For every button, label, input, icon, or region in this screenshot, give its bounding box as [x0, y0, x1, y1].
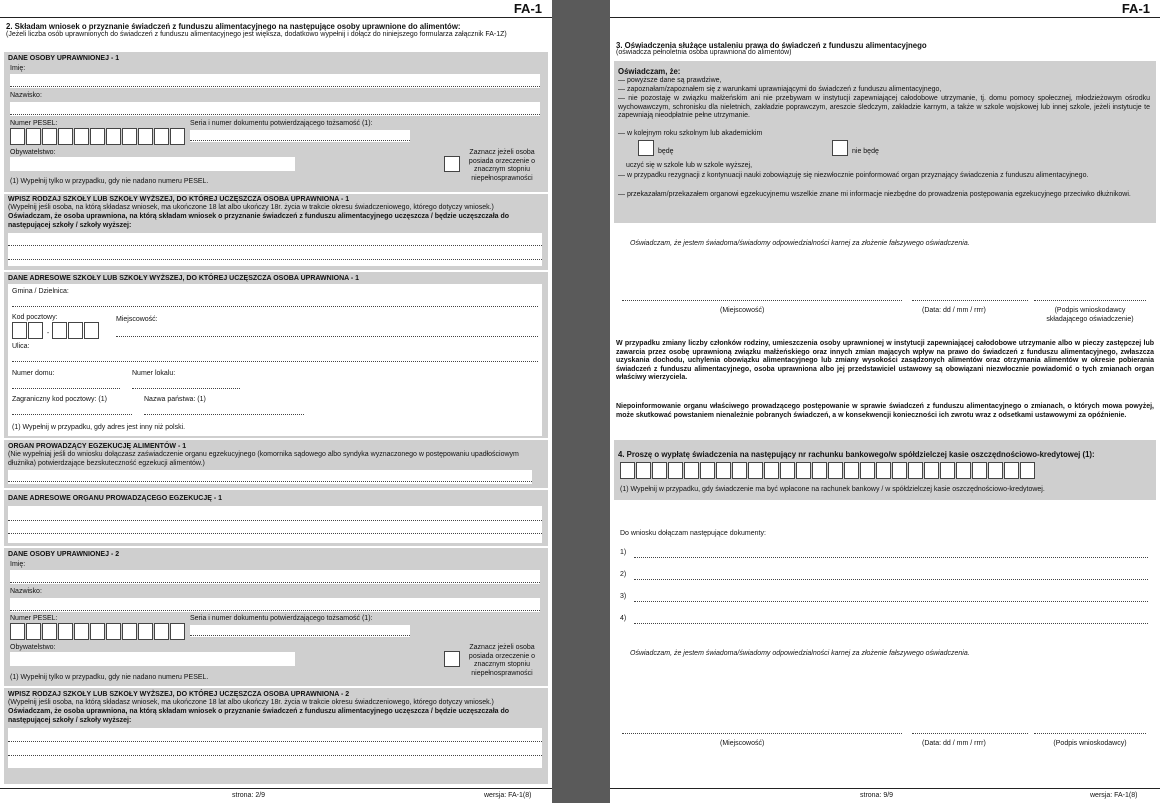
date-field-2[interactable]	[912, 733, 1028, 734]
declaration-enforcement-info: — przekazałam/przekazałem organowi egzekucyjnemu wszelkie znane mi informacje niezbędne do prowadzenia postępowania egzekucyjnego przeciwko dłużnikowi.	[618, 191, 1131, 198]
non-notification-notice: Niepoinformowanie organu właściwego prowadzącego postępowanie w sprawie świadczeń z funduszu alimentacyjnego o zmianach, o których mowa powyżej, może skutkować powstaniem nienależnie pobranych świadczeń, a w konsekwencji konieczności ich zwrotu wraz z odsetkami ustawowymi za opóźnienie.	[616, 403, 1154, 419]
page-footer	[610, 788, 1160, 803]
pesel-field[interactable]	[10, 128, 186, 146]
school-1-title: WPISZ RODZAJ SZKOŁY LUB SZKOŁY WYŻSZEJ, DO KTÓREJ UCZĘSZCZA OSOBA UPRAWNIONA - 1	[8, 196, 350, 203]
school-1-note: (Wypełnij jeśli osoba, na którą składasz wniosek, ma ukończone 18 lat albo ukończy 18r. życia w trakcie okresu świadczeniowego, którego dotyczy wniosek.)	[8, 204, 494, 211]
attachment-3-number: 3)	[620, 593, 627, 600]
will-not-study-label: nie będę	[852, 148, 879, 155]
p2-last-name-field[interactable]	[10, 598, 540, 612]
disability-checkbox[interactable]	[444, 156, 460, 172]
id-document-field[interactable]	[190, 130, 410, 142]
false-statement-declaration-2: Oświadczam, że jestem świadoma/świadomy odpowiedzialności karnej za złożenie fałszywego oświadczenia.	[630, 650, 970, 657]
section-2-note: (Jeżeli liczba osób uprawnionych do świadczeń z funduszu alimentacyjnego jest większa, dodatkowo wypełnij i dołącz do niniejszego formularza załącznik FA-1Z)	[6, 31, 507, 38]
declaration-true-data: — powyższe dane są prawdziwe,	[618, 77, 722, 84]
postal-code-label: Kod pocztowy:	[12, 314, 58, 321]
p2-pesel-label: Numer PESEL:	[10, 615, 58, 622]
p2-id-document-field[interactable]	[190, 625, 410, 637]
p2-first-name-label: Imię:	[10, 561, 26, 568]
school-1-block	[4, 194, 548, 270]
school-1-declaration: Oświadczam, że osoba uprawniona, na którą składam wniosek o przyznanie świadczeń z funduszu alimentacyjnego uczęszcza / będzie uczęszczała do następującej szkoły / szkoły wyższej:	[8, 213, 510, 229]
place-caption-1: (Miejscowość)	[720, 307, 765, 314]
citizenship-label: Obywatelstwo:	[10, 149, 56, 156]
declaration-study: uczyć się w szkole lub w szkole wyższej,	[626, 162, 753, 169]
attachment-2-field[interactable]	[634, 579, 1148, 580]
form-page-2	[0, 0, 552, 803]
school-2-title: WPISZ RODZAJ SZKOŁY LUB SZKOŁY WYŻSZEJ, DO KTÓREJ UCZĘSZCZA OSOBA UPRAWNIONA - 2	[8, 691, 350, 698]
citizenship-field[interactable]	[10, 157, 295, 171]
p2-pesel-field[interactable]	[10, 623, 186, 641]
form-code: FA-1	[1121, 1, 1150, 16]
p2-pesel-note: (1) Wypełnij tylko w przypadku, gdy nie nadano numeru PESEL.	[10, 674, 209, 681]
will-study-checkbox[interactable]	[638, 140, 654, 156]
declaration-next-year: — w kolejnym roku szkolnym lub akademickim	[618, 130, 763, 137]
first-name-field[interactable]	[10, 74, 540, 88]
bank-account-field[interactable]	[620, 462, 1036, 480]
changes-notice: W przypadku zmiany liczby członków rodziny, umieszczenia osoby uprawnionej w instytucji zapewniającej całodobowe utrzymanie albo w pieczy zastępczej lub zawarcia przez osobę uprawnioną związku małżeńskiego oraz innych zmian mających wpływ na prawo do świadczeń z funduszu alimentacyjnego, zwłaszcza uzyskania dochodu, uchylenia obowiązku alimentacyjnego lub zmiany wysokości zasądzonych alimentów oraz otrzymania alimentów w okresie pobierania świadczeń z funduszu alimentacyjnego, osoba uprawniona albo jej przedstawiciel ustawowy są obowiązani niezwłocznie powiadomić o tych zmianach organ właściwy wierzyciela.	[616, 340, 1154, 381]
street-field[interactable]	[12, 361, 538, 362]
foreign-postal-label: Zagraniczny kod pocztowy: (1)	[12, 396, 107, 403]
date-caption-1: (Data: dd / mm / rrrr)	[922, 307, 986, 314]
first-name-label: Imię:	[10, 65, 26, 72]
enforcement-organ-field[interactable]	[8, 470, 532, 484]
flat-number-label: Numer lokalu:	[132, 370, 176, 377]
disability-label: Zaznacz jeżeli osoba posiada orzeczenie o znacznym stopniu niepełnosprawności	[468, 149, 536, 182]
address-note: (1) Wypełnij w przypadku, gdy adres jest inny niż polski.	[12, 424, 186, 431]
p2-id-document-label: Seria i numer dokumentu potwierdzającego tożsamość (1):	[190, 615, 373, 622]
school-address-fields	[8, 284, 542, 436]
last-name-label: Nazwisko:	[10, 92, 42, 99]
place-field-1[interactable]	[622, 300, 902, 301]
declarations-block	[614, 61, 1156, 223]
last-name-field[interactable]	[10, 102, 540, 116]
signature-caption-2: (Podpis wnioskodawcy)	[1053, 740, 1127, 747]
city-label: Miejscowość:	[116, 316, 158, 323]
page-footer	[0, 788, 552, 803]
organ-address-field[interactable]	[8, 506, 542, 543]
attachments-heading: Do wniosku dołączam następujące dokumenty:	[620, 530, 766, 537]
attachment-4-field[interactable]	[634, 623, 1148, 624]
attachment-4-number: 4)	[620, 615, 627, 622]
form-version: wersja: FA-1(8)	[1090, 792, 1138, 799]
street-label: Ulica:	[12, 343, 30, 350]
person-2-title: DANE OSOBY UPRAWNIONEJ - 2	[8, 551, 120, 558]
country-field[interactable]	[144, 414, 304, 415]
form-code: FA-1	[513, 1, 542, 16]
organ-address-title: DANE ADRESOWE ORGANU PROWADZĄCEGO EGZEKUCJĘ - 1	[8, 495, 223, 502]
declaration-not-married: — nie pozostaję w związku małżeńskim ani nie przebywam w instytucji zapewniającej całodobowe utrzymanie, tj. domu pomocy społecznej, młodzieżowym ośrodku wychowawczym, schronisku dla nieletnich, zakładzie poprawczym, areszcie śledczym, zakładzie karnym, a także w szkole wojskowej lub innej szkole, jeżeli instytucje te zapewniają nieodpłatnie pełne utrzymanie.	[618, 95, 1150, 119]
organ-address-block	[4, 490, 548, 546]
signature-caption-1: (Podpis wnioskodawcy składającego oświadczenie)	[1046, 307, 1134, 323]
p2-citizenship-field[interactable]	[10, 652, 295, 666]
country-label: Nazwa państwa: (1)	[144, 396, 206, 403]
house-number-label: Numer domu:	[12, 370, 55, 377]
school-2-declaration: Oświadczam, że osoba uprawniona, na którą składam wniosek o przyznanie świadczeń z funduszu alimentacyjnego uczęszcza / będzie uczęszczała do następującej szkoły / szkoły wyższej:	[8, 708, 510, 724]
person-2-block	[4, 548, 548, 686]
attachment-1-number: 1)	[620, 549, 627, 556]
form-page-9	[610, 0, 1160, 803]
section-3-subtitle: (oświadcza pełnoletnia osoba uprawniona do alimentów)	[616, 49, 792, 56]
enforcement-organ-note: (Nie wypełniaj jeśli do wniosku dołączasz zaświadczenie organu egzekucyjnego (komornika sądowego albo syndyka wyznaczonego w postępowaniu upadłościowym dłużnika) potwierdzające bezskuteczność egzekucji alimentów.)	[8, 451, 519, 467]
p2-disability-label: Zaznacz jeżeli osoba posiada orzeczenie o znacznym stopniu niepełnosprawności	[468, 644, 536, 677]
page-header	[0, 0, 552, 18]
foreign-postal-field[interactable]	[12, 414, 132, 415]
signature-field-2[interactable]	[1034, 733, 1146, 734]
school-2-block	[4, 688, 548, 784]
attachment-1-field[interactable]	[634, 557, 1148, 558]
signature-field-1[interactable]	[1034, 300, 1146, 301]
city-field[interactable]	[116, 336, 538, 337]
enforcement-organ-title: ORGAN PROWADZĄCY EGZEKUCJĘ ALIMENTÓW - 1	[8, 443, 187, 450]
section-3-title: 3. Oświadczenia służące ustaleniu prawa do świadczeń z funduszu alimentacyjnego	[616, 41, 927, 50]
p2-disability-checkbox[interactable]	[444, 651, 460, 667]
school-2-field[interactable]	[8, 728, 542, 768]
page-number: strona: 9/9	[860, 792, 894, 799]
p2-citizenship-label: Obywatelstwo:	[10, 644, 56, 651]
person-1-block	[4, 52, 548, 192]
house-number-field[interactable]	[12, 388, 120, 389]
date-caption-2: (Data: dd / mm / rrrr)	[922, 740, 986, 747]
p2-last-name-label: Nazwisko:	[10, 588, 42, 595]
declare-heading: Oświadczam, że:	[618, 67, 681, 76]
declaration-resignation: — w przypadku rezygnacji z kontynuacji nauki zobowiązuję się niezwłocznie poinformować organ przyznający świadczenia z funduszu alimentacyjnego.	[618, 172, 1089, 179]
place-field-2[interactable]	[622, 733, 902, 734]
school-2-note: (Wypełnij jeśli osoba, na którą składasz wniosek, ma ukończone 18 lat albo ukończy 18r. życia w trakcie okresu świadczeniowego, którego dotyczy wniosek.)	[8, 699, 494, 706]
pesel-note: (1) Wypełnij tylko w przypadku, gdy nie nadano numeru PESEL.	[10, 178, 209, 185]
form-version: wersja: FA-1(8)	[484, 792, 532, 799]
date-field-1[interactable]	[912, 300, 1028, 301]
flat-number-field[interactable]	[132, 388, 240, 389]
page-number: strona: 2/9	[232, 792, 266, 799]
attachment-3-field[interactable]	[634, 601, 1148, 602]
declaration-conditions: — zapoznałam/zapoznałem się z warunkami uprawniającymi do świadczeń z funduszu alimentacyjnego,	[618, 86, 942, 93]
id-document-label: Seria i numer dokumentu potwierdzającego tożsamość (1):	[190, 120, 373, 127]
person-1-title: DANE OSOBY UPRAWNIONEJ - 1	[8, 55, 120, 62]
will-study-label: będę	[658, 148, 674, 155]
school-address-block	[4, 272, 548, 438]
enforcement-organ-block	[4, 440, 548, 488]
false-statement-declaration: Oświadczam, że jestem świadoma/świadomy odpowiedzialności karnej za złożenie fałszywego oświadczenia.	[630, 240, 970, 247]
page-header	[610, 0, 1160, 18]
attachment-2-number: 2)	[620, 571, 627, 578]
gmina-field[interactable]	[12, 306, 538, 307]
pesel-label: Numer PESEL:	[10, 120, 58, 127]
p2-first-name-field[interactable]	[10, 570, 540, 584]
bank-account-note: (1) Wypełnij w przypadku, gdy świadczenie ma być wpłacone na rachunek bankowy / w spółdzielczej kasie oszczędnościowo-kredytowej.	[620, 486, 1045, 493]
school-1-field[interactable]	[8, 233, 542, 266]
section-2-title: 2. Składam wniosek o przyznanie świadczeń z funduszu alimentacyjnego na następujące osoby uprawnione do alimentów:	[6, 22, 461, 31]
will-not-study-checkbox[interactable]	[832, 140, 848, 156]
bank-account-block	[614, 440, 1156, 500]
gmina-label: Gmina / Dzielnica:	[12, 288, 69, 295]
place-caption-2: (Miejscowość)	[720, 740, 765, 747]
section-4-title: 4. Proszę o wypłatę świadczenia na następujący nr rachunku bankowego/w spółdzielczej kasie oszczędnościowo-kredytowej (1):	[618, 450, 1095, 459]
postal-code-field[interactable]: -	[12, 322, 100, 341]
school-address-title: DANE ADRESOWE SZKOŁY LUB SZKOŁY WYŻSZEJ, DO KTÓREJ UCZĘSZCZA OSOBA UPRAWNIONA - 1	[8, 275, 360, 282]
